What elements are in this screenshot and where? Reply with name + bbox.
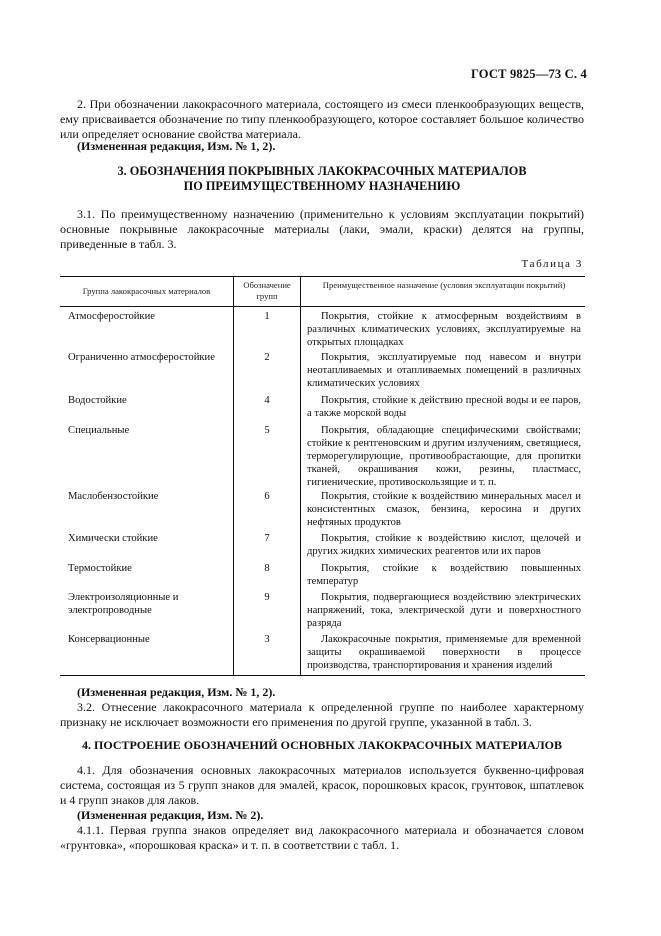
table-cell-purpose: Покрытия, подвергающиеся воздействию электрических напряжений, тока, электрической дуги и поверхностного разряда (307, 592, 581, 629)
table-cell-purpose: Лакокрасочные покрытия, применяемые для временной защиты окрашиваемой поверхности в процессе производства, транспортирования и хранения изделий (307, 634, 581, 671)
page-header: ГОСТ 9825—73 С. 4 (470, 67, 587, 81)
amendment-note: (Измененная редакция, Изм. № 1, 2). (77, 139, 276, 153)
table-cell-code: 1 (264, 311, 270, 322)
table-cell-code: 2 (264, 352, 270, 363)
table-cell-code: 6 (264, 491, 270, 502)
table-cell-purpose: Покрытия, стойкие к атмосферным воздействиям в различных климатических условиях, эксплуатируемые на открытых площадках (307, 311, 581, 348)
table-cell-purpose: Покрытия, стойкие к воздействию повышенных температур (307, 563, 581, 587)
amendment-note: (Измененная редакция, Изм. № 1, 2). (77, 685, 276, 699)
section-3-heading-line1: 3. ОБОЗНАЧЕНИЯ ПОКРЫВНЫХ ЛАКОКРАСОЧНЫХ МАТЕРИАЛОВ (117, 164, 527, 178)
paragraph-3-1: 3.1. По преимущественному назначению (применительно к условиям эксплуатации покрытий) основные покрывные лакокрасочные материалы (лаки, эмали, краски) делятся на группы, приведенные в табл. 3. (60, 207, 584, 251)
table-header-border (60, 306, 585, 307)
table-cell-group: Химически стойкие (68, 533, 158, 544)
table-cell-code: 3 (264, 634, 270, 645)
table-cell-group: Атмосферостойкие (68, 311, 155, 322)
table-header-code: Обозначение групп (243, 280, 291, 301)
paragraph-4-1: 4.1. Для обозначения основных лакокрасочных материалов используется буквенно-цифровая система, состоящая из 5 групп знаков для эмалей, красок, порошковых красок, грунтовок, шпатлевок и 4 групп знаков для лаков. (60, 763, 584, 807)
table-column-divider (300, 276, 301, 676)
table-cell-group: Ограниченно атмосферостойкие (68, 352, 215, 363)
table-cell-purpose: Покрытия, стойкие к воздействию минеральных масел и консистентных смазок, бензина, керосина и других нефтяных продуктов (307, 491, 581, 528)
table-cell-group: Специальные (68, 425, 130, 436)
section-3-heading (60, 164, 584, 194)
table-cell-code: 9 (264, 592, 270, 603)
table-cell-group: Водостойкие (68, 395, 127, 406)
paragraph-4-1-1: 4.1.1. Первая группа знаков определяет вид лакокрасочного материала и обозначается словом «грунтовка», «порошковая краска» и т. п. в соответствии с табл. 1. (60, 823, 584, 852)
table-column-divider (233, 276, 234, 676)
table-3 (60, 276, 585, 676)
amendment-note: (Измененная редакция, Изм. № 2). (77, 808, 264, 822)
table-cell-purpose: Покрытия, эксплуатируемые под навесом и внутри неотапливаемых и отапливаемых помещений в различных климатических условиях (307, 352, 581, 389)
table-cell-group: Маслобензостойкие (68, 491, 159, 502)
table-cell-purpose: Покрытия, стойкие к действию пресной воды и ее паров, а также морской воды (307, 395, 581, 419)
table-cell-purpose: Покрытия, стойкие к воздействию кислот, щелочей и других жидких химических реагентов или их паров (307, 533, 581, 557)
table-cell-code: 8 (264, 563, 270, 574)
table-header-purpose: Преимущественное назначение (условия эксплуатации покрытий) (322, 280, 566, 290)
paragraph-3-2: 3.2. Отнесение лакокрасочного материала к определенной группе по наиболее характерному признаку не исключает возможности его применения по другой группе, указанной в табл. 3. (60, 700, 584, 729)
table-cell-code: 5 (264, 425, 270, 436)
paragraph-2: 2. При обозначении лакокрасочного материала, состоящего из смеси пленкообразующих веществ, ему присваивается обозначение по типу пленкообразующего, которое составляет большое количество или определяет основание свойства материала. (60, 97, 584, 141)
section-4-heading: 4. ПОСТРОЕНИЕ ОБОЗНАЧЕНИЙ ОСНОВНЫХ ЛАКОКРАСОЧНЫХ МАТЕРИАЛОВ (82, 738, 562, 752)
table-cell-code: 4 (264, 395, 270, 406)
table-cell-group: Термостойкие (68, 563, 132, 574)
table-cell-group: Консервационные (68, 634, 150, 645)
table-header-group: Группа лакокрасочных материалов (82, 286, 211, 296)
table-cell-code: 7 (264, 533, 270, 544)
table-top-border (60, 276, 585, 277)
table-cell-group: Электроизоляционные и электропроводные (68, 592, 179, 616)
table-cell-purpose: Покрытия, обладающие специфическими свойствами; стойкие к рентгеновским и другим излучениям, светящиеся, терморегулирующие, противообрастающие, для пропитки тканей, окрашивания кожи, резины, пластмасс, гигиенические, противоскользящие и т. п. (307, 425, 581, 488)
section-3-heading-line2: ПО ПРЕИМУЩЕСТВЕННОМУ НАЗНАЧЕНИЮ (183, 179, 461, 193)
table-bottom-border (60, 675, 585, 676)
table-caption: Таблица 3 (521, 258, 583, 270)
